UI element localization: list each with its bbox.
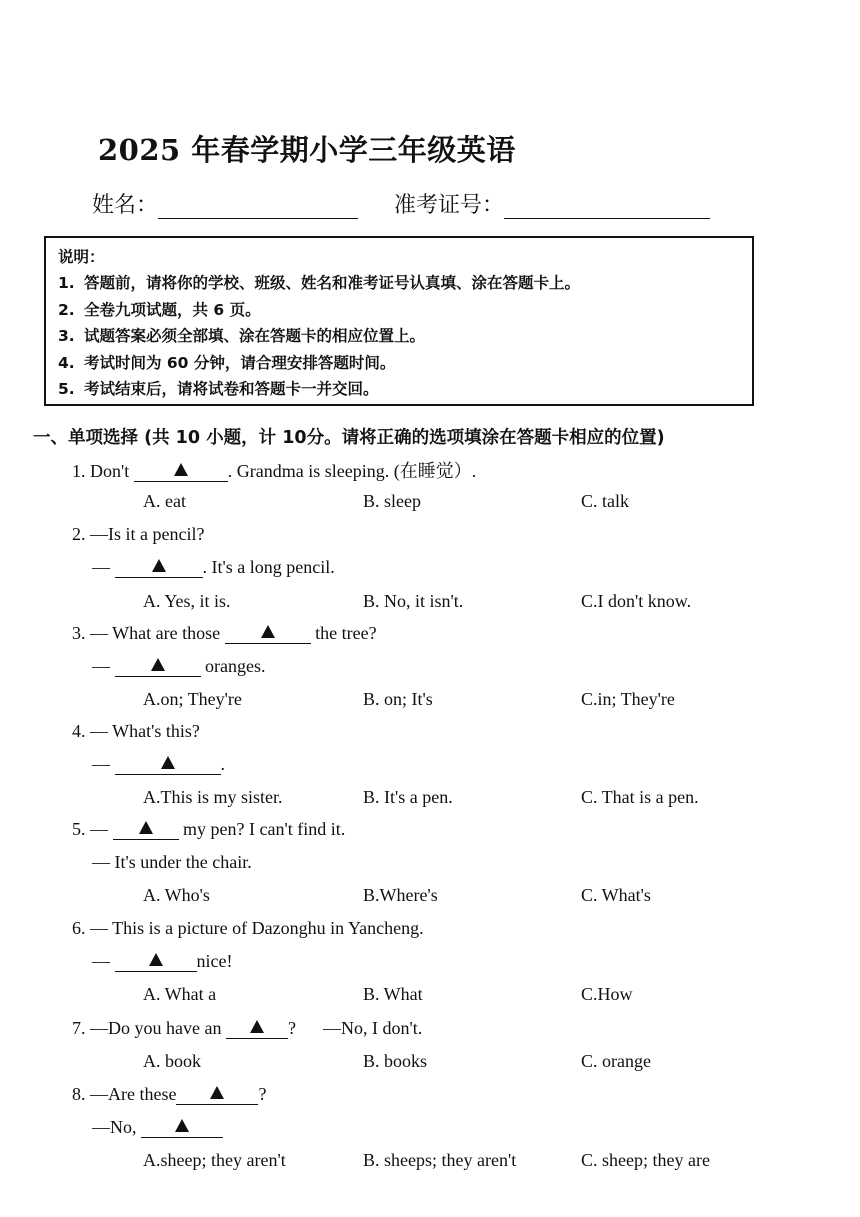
question-2-reply: — . It's a long pencil. [92, 557, 335, 577]
instruction-item: 5. 考试结束后，请将试卷和答题卡一并交回。 [58, 380, 379, 398]
section-heading: 一、单项选择 (共 10 小题，计 10分。请将正确的选项填涂在答题卡相应的位置) [33, 428, 665, 448]
triangle-icon [210, 1086, 224, 1099]
question-2: 2. —Is it a pencil? [72, 524, 205, 544]
option-a[interactable]: A. eat [143, 491, 186, 511]
option-c[interactable]: C. That is a pen. [581, 787, 699, 807]
exam-number-label: 准考证号： [394, 193, 505, 218]
instruction-item: 1. 答题前，请将你的学校、班级、姓名和准考证号认真填、涂在答题卡上。 [58, 274, 581, 292]
answer-blank[interactable] [225, 624, 311, 644]
answer-blank[interactable] [115, 558, 203, 578]
question-3: 3. — What are those the tree? [72, 623, 377, 643]
triangle-icon [151, 658, 165, 671]
option-b[interactable]: B. It's a pen. [363, 787, 453, 807]
option-b[interactable]: B.Where's [363, 885, 438, 905]
answer-blank[interactable] [176, 1085, 258, 1105]
question-6: 6. — This is a picture of Dazonghu in Yancheng. [72, 918, 424, 938]
question-6-reply: — nice! [92, 951, 233, 971]
triangle-icon [149, 953, 163, 966]
answer-blank[interactable] [226, 1019, 288, 1039]
option-c[interactable]: C.in; They're [581, 689, 675, 709]
question-3-reply: — oranges. [92, 656, 266, 676]
answer-blank[interactable] [134, 462, 228, 482]
option-a[interactable]: A. Yes, it is. [143, 591, 231, 611]
triangle-icon [175, 1119, 189, 1132]
question-1: 1. Don't . Grandma is sleeping. (在睡觉）. [72, 461, 477, 481]
option-c[interactable]: C. talk [581, 491, 629, 511]
option-a[interactable]: A.on; They're [143, 689, 242, 709]
answer-blank[interactable] [115, 952, 197, 972]
option-c[interactable]: C. What's [581, 885, 651, 905]
instruction-item: 2. 全卷九项试题，共 6 页。 [58, 300, 261, 319]
option-c[interactable]: C.I don't know. [581, 591, 692, 611]
instructions-box [44, 236, 754, 406]
name-label: 姓名： [92, 193, 159, 218]
option-a[interactable]: A. Who's [143, 885, 210, 905]
instruction-item: 3. 试题答案必须全部填、涂在答题卡的相应位置上。 [58, 327, 426, 345]
answer-blank[interactable] [115, 755, 221, 775]
triangle-icon [261, 625, 275, 638]
option-a[interactable]: A. What a [143, 984, 217, 1004]
answer-blank[interactable] [141, 1118, 223, 1138]
question-8-reply: —No, [92, 1117, 223, 1138]
instruction-item: 4. 考试时间为 60 分钟，请合理安排答题时间。 [58, 353, 396, 372]
option-b[interactable]: B. on; It's [363, 689, 433, 709]
triangle-icon [250, 1020, 264, 1033]
option-c[interactable]: C. orange [581, 1051, 651, 1071]
triangle-icon [139, 821, 153, 834]
question-5: 5. — my pen? I can't find it. [72, 819, 346, 839]
question-5-reply: — It's under the chair. [92, 852, 252, 872]
triangle-icon [174, 463, 188, 476]
name-blank[interactable] [158, 198, 358, 219]
option-c[interactable]: C. sheep; they are [581, 1150, 710, 1170]
triangle-icon [161, 756, 175, 769]
option-a[interactable]: A.sheep; they aren't [143, 1150, 286, 1170]
answer-blank[interactable] [115, 657, 201, 677]
question-7: 7. —Do you have an ? —No, I don't. [72, 1018, 423, 1038]
question-4-reply: — . [92, 754, 225, 774]
student-info-row [92, 188, 742, 219]
option-b[interactable]: B. No, it isn't. [363, 591, 464, 611]
question-4: 4. — What's this? [72, 721, 200, 741]
exam-number-blank[interactable] [504, 198, 710, 219]
option-b[interactable]: B. sleep [363, 491, 421, 511]
option-c[interactable]: C.How [581, 984, 633, 1004]
option-a[interactable]: A. book [143, 1051, 201, 1071]
question-8: 8. —Are these ? [72, 1084, 267, 1104]
instructions-heading: 说明： [58, 248, 105, 266]
answer-blank[interactable] [113, 820, 179, 840]
option-b[interactable]: B. books [363, 1051, 428, 1071]
triangle-icon [152, 559, 166, 572]
option-a[interactable]: A.This is my sister. [143, 787, 283, 807]
option-b[interactable]: B. sheeps; they aren't [363, 1150, 517, 1170]
exam-title: 2025 年春学期小学三年级英语 [98, 133, 516, 167]
option-b[interactable]: B. What [363, 984, 423, 1004]
question-7-reply: —No, I don't. [322, 1018, 423, 1038]
